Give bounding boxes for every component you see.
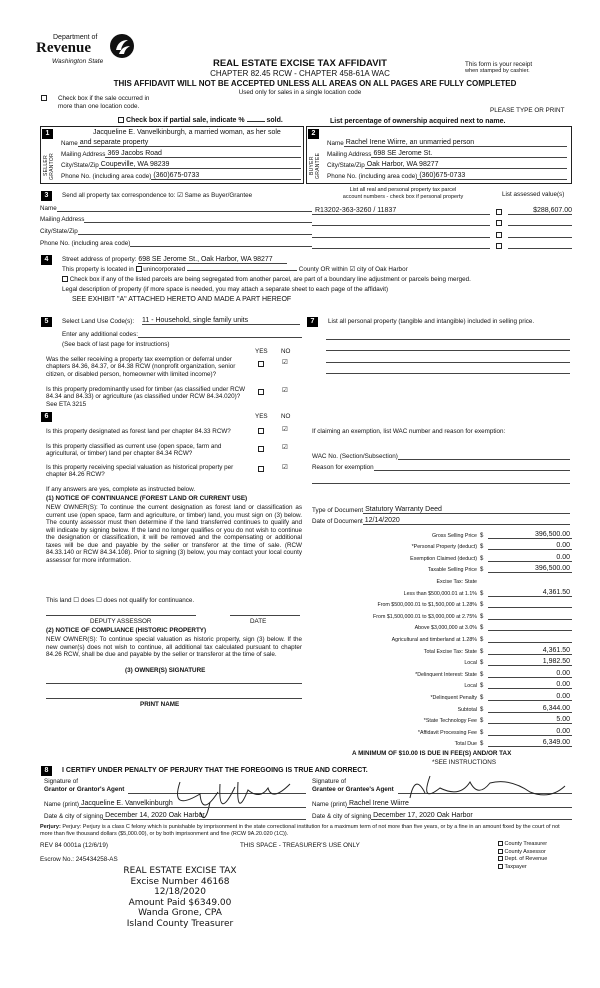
historic-question: Is this property receiving special valuation as historical property per chapter 84.26 RCW? xyxy=(46,464,234,479)
yes-header: YES xyxy=(255,413,268,420)
no-header: NO xyxy=(281,413,291,420)
personal-property-checkbox[interactable] xyxy=(496,243,502,249)
grantor-date-label: Date & city of signing xyxy=(44,813,104,820)
dollar-sign: $ xyxy=(480,706,484,713)
see-back-note: (See back of last page for instructions) xyxy=(62,341,170,348)
q1-no-checked[interactable]: ☑ xyxy=(282,359,288,366)
personal-property-checkbox[interactable] xyxy=(496,209,502,215)
form-revision: REV 84 0001a (12/6/19) xyxy=(40,842,108,849)
tax-row xyxy=(312,713,572,725)
yes-header: YES xyxy=(255,348,268,355)
copy-taxpayer[interactable]: Taxpayer xyxy=(498,864,547,872)
section-number: 5 xyxy=(41,317,52,327)
stamp-line: Wanda Grone, CPA xyxy=(138,908,222,918)
grantor-print-name[interactable]: Jacqueline E. Vanvelkinburgh xyxy=(79,800,306,808)
tax-row-value[interactable]: 0.00 xyxy=(488,681,572,689)
personal-property-checkbox[interactable] xyxy=(496,220,502,226)
section-number: 8 xyxy=(41,766,52,776)
tax-row-label: Gross Selling Price xyxy=(431,532,477,539)
minimum-note: A MINIMUM OF $10.00 IS DUE IN FEE(S) AND/OR TAX xyxy=(352,750,512,757)
tax-row-value[interactable]: 0.00 xyxy=(488,542,572,550)
grantor-sig-label: Signature of Grantor or Grantor's Agent xyxy=(44,778,125,793)
tax-row-label: *Delinquent Interest: State xyxy=(415,671,477,678)
dollar-sign: $ xyxy=(480,532,484,539)
grantee-date-city[interactable]: December 17, 2020 Oak Harbor xyxy=(371,812,572,820)
form-subtitle: CHAPTER 82.45 RCW - CHAPTER 458-61A WAC xyxy=(210,69,390,78)
dor-logo xyxy=(36,32,140,72)
exhibit-text: SEE EXHIBIT "A" ATTACHED HERETO AND MADE A PART HEREOF xyxy=(72,296,292,303)
current-use-yes-checkbox[interactable] xyxy=(258,446,264,452)
corr-city-label: City/State/Zip xyxy=(40,228,78,235)
dollar-sign: $ xyxy=(480,729,484,736)
see-instructions: *SEE INSTRUCTIONS xyxy=(432,759,497,766)
parcel-number: R13202-363-3260 / 11837 xyxy=(312,207,490,215)
segregated-checkbox[interactable] xyxy=(62,276,68,282)
dollar-sign: $ xyxy=(480,602,484,609)
tax-row xyxy=(312,643,572,655)
tax-row-label: *Delinquent Penalty xyxy=(430,694,477,701)
tax-row-value[interactable]: 396,500.00 xyxy=(488,565,572,573)
tax-row-label: From $1,500,000.01 to $3,000,000 at 2.75% xyxy=(373,613,477,620)
tax-row xyxy=(312,724,572,736)
timber-question: Is this property predominantly used for timber (as classified under RCW 84.34 and 84.33) or agriculture (as classified under RCW 84.34.020)? See ETA 3215 xyxy=(46,386,246,408)
tax-row xyxy=(312,689,572,701)
land-use-field[interactable]: 11 - Household, single family units xyxy=(142,317,300,325)
dollar-sign: $ xyxy=(480,660,484,667)
current-use-question: Is this property classified as current use (open space, farm and agricultural, or timber) land per chapter 84.34 RCW? xyxy=(46,443,222,458)
multi-location-label: Check box if the sale occurred in more than one location code. xyxy=(58,95,150,110)
tax-row-value[interactable]: 0.00 xyxy=(488,693,572,701)
buyer-phone-field[interactable]: (360)675-0733 xyxy=(417,172,567,180)
exemption-label: If claiming an exemption, list WAC number and reason for exemption: xyxy=(312,428,506,435)
seller-city-label: City/State/Zip xyxy=(61,162,99,169)
section-number: 4 xyxy=(41,255,52,265)
forest-question: Is this property designated as forest land per chapter 84.33 RCW? xyxy=(46,428,231,435)
reason-field[interactable] xyxy=(374,463,570,471)
tax-row-label: Total Due xyxy=(454,741,477,748)
seller-section xyxy=(40,126,304,184)
copy-distribution xyxy=(498,841,547,871)
wac-label: WAC No. (Section/Subsection) xyxy=(312,453,398,460)
corr-name-label: Name xyxy=(40,205,57,212)
seller-phone-label: Phone No. (including area code) xyxy=(61,173,152,180)
tax-row-value[interactable]: 4,361.50 xyxy=(488,589,572,597)
receipt-note: This form is your receipt when stamped by cashier. xyxy=(465,61,533,74)
tax-row xyxy=(312,666,572,678)
section-number: 2 xyxy=(308,129,319,139)
notice-continuance-text: NEW OWNER(S): To continue the current designation as forest land or classification as current use (open space, farm and agriculture, or timber) land, you must sign on (3) below. The county assessor must then determine if the land transferred continues to qualify and will indicate by signing below. If the land no longer qualifies or you do not wish to continue the designation or classification, it will be removed and the compensating or additional taxes will be due and payable by the seller or transferor at the time of sale. (RCW 84.33.140 or RCW 84.34.108). Prior to signing (3) below, you may contact your local county assessor for more information. xyxy=(46,504,302,564)
seller-city-field[interactable]: Coupeville, WA 98239 xyxy=(99,161,301,169)
grantee-date-label: Date & city of signing xyxy=(312,813,372,820)
tax-row xyxy=(312,550,572,562)
dollar-sign: $ xyxy=(480,544,484,551)
seller-mail-label: Mailing Address xyxy=(61,151,106,158)
dor-swirl-icon xyxy=(108,32,136,60)
tax-row-label: Excise Tax: State xyxy=(436,578,477,585)
forest-no-checked[interactable]: ☑ xyxy=(282,426,288,433)
tax-row-value[interactable] xyxy=(488,619,572,620)
historic-yes-checkbox[interactable] xyxy=(258,466,264,472)
print-name-label: PRINT NAME xyxy=(140,701,180,708)
parcel-list xyxy=(312,203,572,249)
stamp-line: Excise Number 46168 xyxy=(130,876,230,887)
treasurer-use: THIS SPACE - TREASURER'S USE ONLY xyxy=(240,842,360,849)
additional-codes-label: Enter any additional codes: xyxy=(62,331,138,338)
form-usage: Used only for sales in a single location code xyxy=(238,89,362,96)
tax-row-value[interactable]: 0.00 xyxy=(488,728,572,736)
grantee-name-label: Name (print) xyxy=(312,801,347,808)
perjury-text: Perjury: Perjury: Perjury is a class C felony which is punishable by imprisonment in the state correctional institution for a maximum term of not more than five years, or by a fine in an amount fixed by the court of not more than five thousand dollars ($5,000.00), or by both imprisonment and fine (RCW 9A.20.020 (1C)). xyxy=(40,824,560,837)
section-3 xyxy=(40,187,572,251)
notice-compliance-title: (2) NOTICE OF COMPLIANCE (HISTORIC PROPERTY) xyxy=(46,627,207,634)
tax-row xyxy=(312,678,572,690)
seller-name-field[interactable]: and separate property xyxy=(78,139,301,147)
section-number: 7 xyxy=(307,317,318,327)
seller-side-label: SELLER GRANTOR xyxy=(43,152,55,180)
tax-row-label: Agricultural and timberland at 1.28% xyxy=(391,636,477,643)
current-use-no-checked[interactable]: ☑ xyxy=(282,444,288,451)
buyer-name-label: Name xyxy=(327,140,344,147)
copy-county-assessor[interactable]: County Assessor xyxy=(498,849,547,857)
unincorporated-checkbox[interactable] xyxy=(136,266,142,272)
tax-row-label: *Personal Property (deduct) xyxy=(411,544,477,551)
seller-name: Jacqueline E. Vanvelkinburgh, a married woman, as her sole xyxy=(93,129,281,136)
street-address: 698 SE Jerome St., Oak Harbor, WA 98277 xyxy=(138,256,286,264)
corr-name-field[interactable] xyxy=(57,204,312,212)
tax-row-value[interactable]: 4,361.50 xyxy=(488,647,572,655)
location-row: This property is located in unincorporated County OR within ☑ city of Oak Harbor xyxy=(62,266,408,273)
dollar-sign: $ xyxy=(480,718,484,725)
doc-date-label: Date of Document xyxy=(312,518,363,525)
deputy-label: DEPUTY ASSESSOR xyxy=(90,618,152,625)
qualify-text: This land ☐ does ☐ does not qualify for continuance. xyxy=(46,597,195,604)
tax-row xyxy=(312,655,572,667)
buyer-section xyxy=(306,126,572,184)
deputy-line xyxy=(46,615,196,616)
personal-property-label: List all personal property (tangible and intangible) included in selling price. xyxy=(328,318,535,325)
reason-label: Reason for exemption xyxy=(312,464,374,471)
tax-row-value[interactable]: 5.00 xyxy=(488,716,572,724)
corr-phone-label: Phone No. (including area code) xyxy=(40,240,131,247)
logo-state: Washington State xyxy=(52,58,104,65)
tax-row xyxy=(312,562,572,574)
q1-yes-checkbox[interactable] xyxy=(258,361,264,367)
section-number: 6 xyxy=(41,412,52,422)
legal-desc-label: Legal description of property (if more space is needed, you may attach a separate sheet to each page of the affidavit) xyxy=(62,286,389,293)
grantor-date-city[interactable]: December 14, 2020 Oak Harbor xyxy=(103,812,306,820)
form-title: REAL ESTATE EXCISE TAX AFFIDAVIT xyxy=(212,58,387,69)
no-header: NO xyxy=(281,348,291,355)
logo-dept-line: Department of xyxy=(53,34,98,41)
historic-no-checked[interactable]: ☑ xyxy=(282,464,288,471)
partial-sale-row: Check box if partial sale, indicate % sold. xyxy=(118,117,283,124)
date-line xyxy=(230,615,300,616)
parcel-header: List all real and personal property tax parcel account numbers - check box if personal property xyxy=(342,187,464,200)
assessed-value: $288,607.00 xyxy=(508,207,572,215)
exemption-question: Was the seller receiving a property tax exemption or deferral under chapters 84.36, 84.37, or 84.38 RCW (nonprofit organization, senior citizen, or disabled person, homeowner with limited income)? xyxy=(46,356,236,378)
any-yes-note: If any answers are yes, complete as instructed below. xyxy=(46,486,196,493)
section-number: 1 xyxy=(42,129,53,139)
tax-row xyxy=(312,527,572,539)
stamp-line: Island County Treasurer xyxy=(126,918,234,929)
tax-row-label: Total Excise Tax: State xyxy=(423,648,477,655)
tax-row xyxy=(312,620,572,632)
notice-compliance-text: NEW OWNER(S): To continue special valuation as historic property, sign (3) below. If the new owner(s) does not wish to continue, all additional tax calculated pursuant to chapter 84.26 RCW, shall be due and payable by the seller or transferor at the time of sale. xyxy=(46,636,302,658)
stamp-line: REAL ESTATE EXCISE TAX xyxy=(123,866,237,876)
buyer-mail-field[interactable]: 698 SE Jerome St. xyxy=(371,150,567,158)
additional-codes-field[interactable] xyxy=(138,330,302,338)
ownership-note: List percentage of ownership acquired next to name. xyxy=(330,118,506,125)
tax-row-label: Local xyxy=(464,683,477,690)
segregated-row: Check box if any of the listed parcels are being segregated from another parcel, are part of a boundary line adjustment or parcels being merged. xyxy=(62,276,572,283)
buyer-side-label: BUYER GRANTEE xyxy=(309,152,321,180)
dollar-sign: $ xyxy=(480,555,484,562)
seller-name-label: Name xyxy=(61,140,78,147)
print-name-line xyxy=(46,698,302,699)
tax-row-label: *State Technology Fee xyxy=(423,718,477,725)
dollar-sign: $ xyxy=(480,636,484,643)
buyer-mail-label: Mailing Address xyxy=(327,151,372,158)
buyer-city-field[interactable]: Oak Harbor, WA 98277 xyxy=(365,161,567,169)
tax-row-value[interactable]: 396,500.00 xyxy=(488,531,572,539)
personal-property-checkbox[interactable] xyxy=(496,232,502,238)
seller-phone-field[interactable]: (360)675-0733 xyxy=(151,172,301,180)
tax-row xyxy=(312,736,572,748)
tax-row-value[interactable] xyxy=(488,642,572,643)
tax-row-value[interactable]: 0.00 xyxy=(488,554,572,562)
dollar-sign: $ xyxy=(480,613,484,620)
tax-row-label: Subtotal xyxy=(457,706,477,713)
tax-row-label: Less than $500,000.01 at 1.1% xyxy=(403,590,477,597)
section-number: 3 xyxy=(41,191,52,201)
corr-phone-field[interactable] xyxy=(130,239,312,247)
stamp-line: 12/18/2020 xyxy=(154,887,206,897)
corr-mail-label: Mailing Address xyxy=(40,216,85,223)
doc-type-label: Type of Document xyxy=(312,507,364,514)
section-4 xyxy=(40,253,572,311)
date-label: DATE xyxy=(250,618,267,625)
tax-row xyxy=(312,539,572,551)
correspondence-label: Send all property tax correspondence to: ☑ Same as Buyer/Grantee xyxy=(62,192,253,199)
copy-county-treasurer[interactable]: County Treasurer xyxy=(498,841,547,849)
form-warning: THIS AFFIDAVIT WILL NOT BE ACCEPTED UNLESS ALL AREAS ON ALL PAGES ARE FULLY COMPLETED xyxy=(113,79,517,88)
dollar-sign: $ xyxy=(480,683,484,690)
owner-signature-label: (3) OWNER(S) SIGNATURE xyxy=(125,667,206,674)
wac-field[interactable] xyxy=(398,452,570,460)
doc-date-field[interactable]: 12/14/2020 xyxy=(363,517,570,525)
logo-revenue: Revenue xyxy=(36,40,91,56)
tax-row-value[interactable] xyxy=(488,607,572,608)
tax-row xyxy=(312,701,572,713)
tax-row xyxy=(312,631,572,643)
assessed-header: List assessed value(s) xyxy=(502,191,565,198)
dollar-sign: $ xyxy=(480,741,484,748)
grantee-sig-label: Signature of Grantee or Grantee's Agent xyxy=(312,778,394,793)
section-5 xyxy=(40,316,304,412)
forest-yes-checkbox[interactable] xyxy=(258,428,264,434)
tax-table xyxy=(312,527,572,747)
escrow-number: Escrow No.: 245434258-AS xyxy=(40,856,118,863)
buyer-city-label: City/State/Zip xyxy=(327,162,365,169)
stamp-line: Amount Paid $6349.00 xyxy=(128,897,232,908)
tax-row-value[interactable]: 6,349.00 xyxy=(488,739,572,747)
dollar-sign: $ xyxy=(480,671,484,678)
tax-row-value[interactable]: 0.00 xyxy=(488,670,572,678)
grantee-print-name[interactable]: Rachel Irene Wiirre xyxy=(347,800,572,808)
tax-row-label: Above $3,000,000 at 3.0% xyxy=(414,625,477,632)
print-note: PLEASE TYPE OR PRINT xyxy=(490,107,565,114)
tax-row xyxy=(312,573,572,585)
dollar-sign: $ xyxy=(480,694,484,701)
notice-continuance-title: (1) NOTICE OF CONTINUANCE (FOREST LAND OR CURRENT USE) xyxy=(46,495,248,502)
street-row: Street address of property: 698 SE Jerome St., Oak Harbor, WA 98277 xyxy=(62,256,287,263)
tax-row-value[interactable]: 6,344.00 xyxy=(488,705,572,713)
section-8 xyxy=(40,764,572,848)
multi-location-checkbox[interactable] xyxy=(41,95,47,102)
tax-row xyxy=(312,608,572,620)
tax-row-label: *Affidavit Processing Fee xyxy=(417,729,477,736)
copy-dept-revenue[interactable]: Dept. of Revenue xyxy=(498,856,547,864)
tax-row-value[interactable]: 1,982.50 xyxy=(488,658,572,666)
partial-sale-checkbox[interactable] xyxy=(118,117,124,123)
corr-mail-field[interactable] xyxy=(84,215,312,223)
tax-row xyxy=(312,585,572,597)
owner-sig-line xyxy=(46,683,302,684)
tax-row xyxy=(312,597,572,609)
tax-row-label: Exemption Claimed (deduct) xyxy=(410,555,477,562)
grantor-name-label: Name (print) xyxy=(44,801,79,808)
city-checkbox[interactable]: ☑ xyxy=(349,266,356,273)
dollar-sign: $ xyxy=(480,590,484,597)
treasurer-stamp xyxy=(100,866,260,929)
certify-text: I CERTIFY UNDER PENALTY OF PERJURY THAT THE FOREGOING IS TRUE AND CORRECT. xyxy=(62,767,368,774)
q2-yes-checkbox[interactable] xyxy=(258,389,264,395)
tax-row-label: Local xyxy=(464,660,477,667)
tax-row-label: Taxable Selling Price xyxy=(427,567,477,574)
land-use-label: Select Land Use Code(s): xyxy=(62,318,135,325)
dollar-sign: $ xyxy=(480,648,484,655)
buyer-name-field[interactable]: Rachel Irene Wiirre, an unmarried person xyxy=(344,139,567,147)
tax-row-label: From $500,000.01 to $1,500,000 at 1.28% xyxy=(377,602,477,609)
doc-type-field[interactable]: Statutory Warranty Deed xyxy=(363,506,570,514)
q2-no-checked[interactable]: ☑ xyxy=(282,387,288,394)
dollar-sign: $ xyxy=(480,625,484,632)
personal-property-lines[interactable] xyxy=(326,328,570,374)
dollar-sign: $ xyxy=(480,567,484,574)
same-as-buyer-checkbox[interactable]: ☑ xyxy=(177,192,183,199)
seller-mail-field[interactable]: 369 Jacobs Road xyxy=(105,150,301,158)
tax-row-value[interactable] xyxy=(488,630,572,631)
buyer-phone-label: Phone No. (including area code) xyxy=(327,173,418,180)
corr-city-field[interactable] xyxy=(78,227,312,235)
